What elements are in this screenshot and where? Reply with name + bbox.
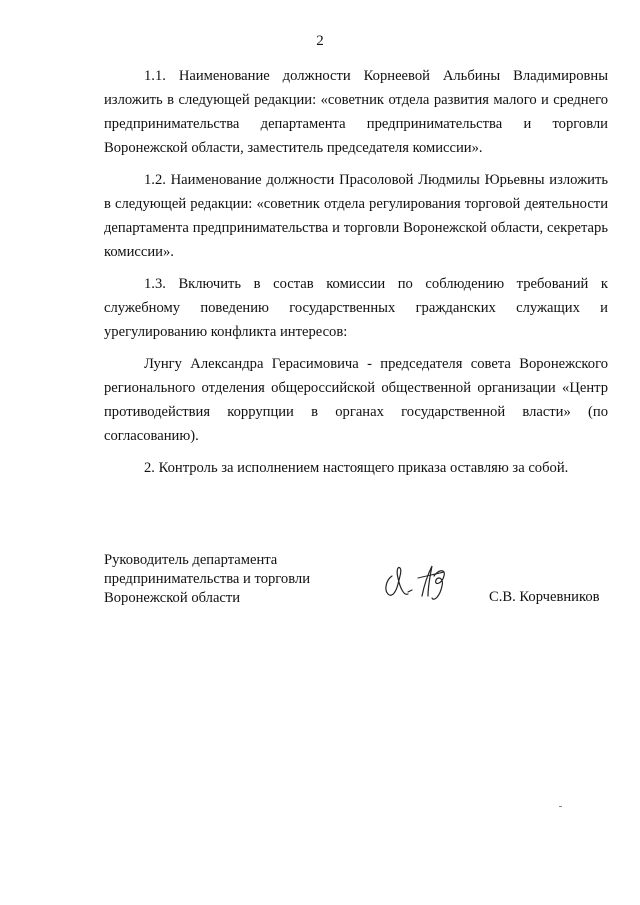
paragraph-1-3: 1.3. Включить в состав комиссии по соблюдению требований к служебному поведению государственных гражданских служащих и урегулированию конфликта интересов: — [104, 276, 608, 340]
handwritten-signature — [378, 556, 458, 606]
scan-speck — [559, 806, 562, 807]
paragraph-2: 2. Контроль за исполнением настоящего приказа оставляю за собой. — [144, 460, 569, 476]
page-number: 2 — [316, 33, 324, 49]
signatory-position — [104, 551, 311, 608]
signatory-name: С.В. Корчевников — [489, 589, 600, 605]
paragraph-1-2: 1.2. Наименование должности Прасоловой Людмилы Юрьевны изложить в следующей редакции: «советник отдела регулирования торговой деятельности департамента предпринимательства и торговли Воронежской области, секретарь комиссии». — [104, 172, 608, 260]
signatory-position-line: Воронежской области — [104, 590, 241, 606]
paragraph-appointee: Лунгу Александра Герасимовича - председателя совета Воронежского регионального отделения общероссийской общественной организации «Центр противодействия коррупции в органах государственной власти» (по согласованию). — [104, 356, 608, 444]
paragraph-1-1: 1.1. Наименование должности Корнеевой Альбины Владимировны изложить в следующей редакции: «советник отдела развития малого и среднего предпринимательства департамента предпринимательства и торговли Воронежской области, заместитель председателя комиссии». — [104, 68, 608, 156]
signatory-position-line: предпринимательства и торговли — [104, 571, 311, 587]
signatory-position-line: Руководитель департамента — [104, 552, 278, 568]
document-body — [104, 64, 608, 488]
